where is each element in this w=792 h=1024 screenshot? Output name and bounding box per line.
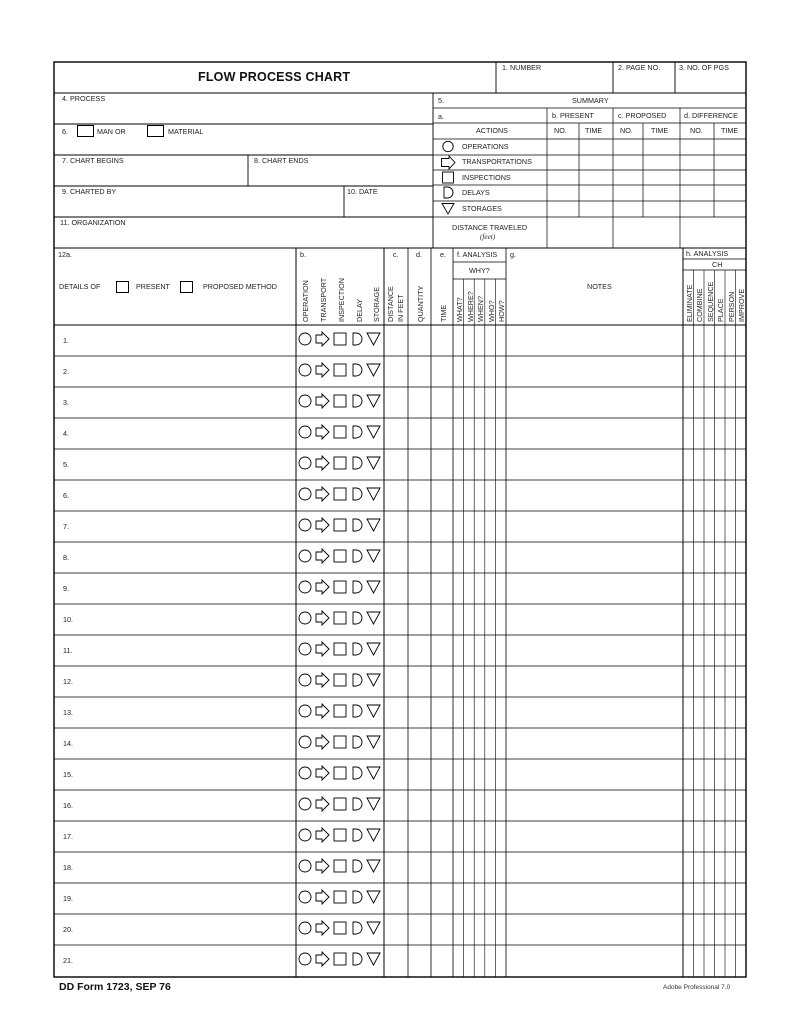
inspection-icon[interactable] — [334, 488, 346, 500]
col-time: TIME — [439, 304, 448, 322]
present-checkbox[interactable] — [116, 281, 129, 293]
delay-icon[interactable] — [353, 953, 362, 965]
delay-icon[interactable] — [353, 457, 362, 469]
summary-row-operations: OPERATIONS — [462, 142, 509, 151]
present-label: PRESENT — [136, 282, 170, 291]
transport-icon[interactable] — [316, 952, 329, 966]
item-12a-label: 12a. — [58, 250, 72, 259]
operation-icon[interactable] — [299, 829, 311, 841]
row-number: 21. — [63, 956, 73, 965]
storage-icon[interactable] — [367, 333, 380, 345]
row-number: 16. — [63, 801, 73, 810]
operation-icon[interactable] — [299, 922, 311, 934]
operation-icon[interactable] — [299, 612, 311, 624]
transport-icon[interactable] — [316, 363, 329, 377]
summary-col-proposed: c. PROPOSED — [618, 111, 667, 120]
row-symbol-group — [299, 673, 380, 687]
storage-icon — [442, 204, 454, 215]
row-symbol-group — [299, 363, 380, 377]
item-6-label: 6. — [62, 127, 68, 136]
delay-icon[interactable] — [353, 674, 362, 686]
operation-icon[interactable] — [299, 581, 311, 593]
f-analysis-label: f. ANALYSIS — [457, 250, 498, 259]
row-number: 1. — [63, 336, 69, 345]
col-delay: DELAY — [355, 298, 364, 322]
delay-icon[interactable] — [353, 736, 362, 748]
transport-icon[interactable] — [316, 673, 329, 687]
transport-icon[interactable] — [316, 921, 329, 935]
item-d-label: d. — [416, 250, 422, 259]
proposed-time-header: TIME — [651, 126, 669, 135]
row-number: 5. — [63, 460, 69, 469]
delay-icon[interactable] — [353, 767, 362, 779]
row-symbol-group — [299, 859, 380, 873]
row-number: 12. — [63, 677, 73, 686]
inspection-icon[interactable] — [334, 829, 346, 841]
form-title: FLOW PROCESS CHART — [198, 70, 351, 84]
row-symbol-group — [299, 890, 380, 904]
row-number: 7. — [63, 522, 69, 531]
operation-icon[interactable] — [299, 457, 311, 469]
ch-label: CH — [712, 260, 723, 269]
transport-icon[interactable] — [316, 425, 329, 439]
why-label: WHY? — [469, 266, 490, 275]
inspection-icon[interactable] — [334, 643, 346, 655]
proposed-checkbox[interactable] — [180, 281, 193, 293]
storage-icon[interactable] — [367, 395, 380, 407]
col-eliminate: ELIMINATE — [684, 284, 694, 322]
operation-icon[interactable] — [299, 705, 311, 717]
operation-icon[interactable] — [299, 519, 311, 531]
delay-icon[interactable] — [353, 705, 362, 717]
inspection-icon[interactable] — [334, 860, 346, 872]
storage-icon[interactable] — [367, 581, 380, 593]
storage-icon[interactable] — [367, 519, 380, 531]
item-e-label: e. — [440, 250, 446, 259]
present-time-header: TIME — [585, 126, 603, 135]
delay-icon[interactable] — [353, 860, 362, 872]
col-place: PLACE — [716, 298, 725, 322]
inspection-icon[interactable] — [334, 550, 346, 562]
inspection-icon[interactable] — [334, 953, 346, 965]
storage-icon[interactable] — [367, 643, 380, 655]
col-in-feet: IN FEET — [396, 294, 405, 322]
inspection-icon[interactable] — [334, 705, 346, 717]
proposed-no-header: NO. — [620, 126, 633, 135]
delay-icon[interactable] — [353, 395, 362, 407]
operation-icon[interactable] — [299, 550, 311, 562]
transport-icon[interactable] — [316, 580, 329, 594]
storage-icon[interactable] — [367, 550, 380, 562]
col-combine: COMBINE — [695, 288, 704, 322]
proposed-method-label: PROPOSED METHOD — [203, 282, 277, 291]
transport-icon[interactable] — [316, 487, 329, 501]
distance-unit-label: (feet) — [480, 233, 496, 241]
inspection-icon[interactable] — [334, 891, 346, 903]
row-symbol-group — [299, 611, 380, 625]
row-symbol-group — [299, 735, 380, 749]
delay-icon[interactable] — [353, 426, 362, 438]
distance-traveled-label: DISTANCE TRAVELED — [452, 223, 528, 232]
number-label: 1. NUMBER — [502, 63, 542, 72]
summary-col-a: a. — [438, 112, 444, 121]
storage-icon[interactable] — [367, 364, 380, 376]
col-improve: IMPROVE — [737, 288, 746, 322]
storage-icon[interactable] — [367, 891, 380, 903]
transport-icon[interactable] — [316, 766, 329, 780]
storage-icon[interactable] — [367, 736, 380, 748]
row-symbol-group — [299, 766, 380, 780]
row-symbol-group — [299, 642, 380, 656]
row-symbol-group — [299, 952, 380, 966]
col-distance: DISTANCE — [386, 286, 395, 322]
delay-icon[interactable] — [353, 519, 362, 531]
summary-col-present: b. PRESENT — [552, 111, 594, 120]
no-of-pgs-label: 3. NO. OF PGS — [679, 63, 729, 72]
inspection-icon[interactable] — [334, 333, 346, 345]
storage-icon[interactable] — [367, 829, 380, 841]
inspection-icon[interactable] — [334, 612, 346, 624]
row-symbol-group — [299, 704, 380, 718]
operation-icon[interactable] — [299, 798, 311, 810]
row-symbol-group — [299, 394, 380, 408]
delay-icon[interactable] — [353, 550, 362, 562]
transport-icon[interactable] — [316, 518, 329, 532]
inspection-icon[interactable] — [334, 457, 346, 469]
transport-icon — [442, 156, 456, 169]
row-number: 11. — [63, 646, 73, 655]
delay-icon[interactable] — [353, 798, 362, 810]
actions-header: ACTIONS — [476, 126, 508, 135]
summary-title: SUMMARY — [572, 96, 609, 105]
transport-icon[interactable] — [316, 797, 329, 811]
col-who: WHO? — [486, 300, 496, 322]
row-number: 17. — [63, 832, 73, 841]
item-c-label: c. — [393, 250, 399, 259]
row-number: 9. — [63, 584, 69, 593]
col-operation: OPERATION — [301, 280, 310, 322]
row-symbol-group — [299, 549, 380, 563]
row-number: 15. — [63, 770, 73, 779]
row-symbol-group — [299, 456, 380, 470]
chart-ends-label: 8. CHART ENDS — [254, 156, 309, 165]
transport-icon[interactable] — [316, 549, 329, 563]
operation-icon[interactable] — [299, 860, 311, 872]
storage-icon[interactable] — [367, 488, 380, 500]
operation-icon[interactable] — [299, 736, 311, 748]
operation-icon[interactable] — [299, 395, 311, 407]
col-quantity: QUANTITY — [416, 285, 425, 322]
storage-icon[interactable] — [367, 798, 380, 810]
row-number: 4. — [63, 429, 69, 438]
storage-icon[interactable] — [367, 457, 380, 469]
row-symbol-group — [299, 797, 380, 811]
chart-begins-label: 7. CHART BEGINS — [62, 156, 124, 165]
summary-icons — [442, 141, 456, 214]
material-label: MATERIAL — [168, 127, 204, 136]
row-number: 2. — [63, 367, 69, 376]
operation-icon[interactable] — [299, 674, 311, 686]
delay-icon[interactable] — [353, 922, 362, 934]
item-g-label: g. — [510, 250, 516, 259]
storage-icon[interactable] — [367, 922, 380, 934]
col-sequence: SEQUENCE — [705, 281, 715, 322]
operation-icon[interactable] — [299, 643, 311, 655]
col-inspection: INSPECTION — [337, 278, 346, 322]
col-when: WHEN? — [476, 296, 485, 322]
date-label: 10. DATE — [347, 187, 378, 196]
row-symbol-group — [299, 487, 380, 501]
storage-icon[interactable] — [367, 705, 380, 717]
col-where: WHERE? — [465, 291, 475, 322]
inspection-icon[interactable] — [334, 674, 346, 686]
row-symbol-group — [299, 518, 380, 532]
row-number: 8. — [63, 553, 69, 562]
details-of-label: DETAILS OF — [59, 282, 101, 291]
delay-icon[interactable] — [353, 364, 362, 376]
operation-icon[interactable] — [299, 953, 311, 965]
operation-icon[interactable] — [299, 426, 311, 438]
inspection-icon[interactable] — [334, 426, 346, 438]
inspection-icon[interactable] — [334, 767, 346, 779]
row-symbol-group — [299, 828, 380, 842]
delay-icon[interactable] — [353, 612, 362, 624]
transport-icon[interactable] — [316, 332, 329, 346]
software-label: Adobe Professional 7.0 — [663, 984, 731, 991]
transport-icon[interactable] — [316, 859, 329, 873]
inspection-icon[interactable] — [334, 798, 346, 810]
storage-icon[interactable] — [367, 674, 380, 686]
row-symbol-group — [299, 332, 380, 346]
row-number: 6. — [63, 491, 69, 500]
col-transport: TRANSPORT — [319, 277, 328, 322]
transport-icon[interactable] — [316, 890, 329, 904]
difference-time-header: TIME — [721, 126, 739, 135]
row-number: 10. — [63, 615, 73, 624]
inspection-icon[interactable] — [334, 364, 346, 376]
inspection-icon[interactable] — [334, 395, 346, 407]
operation-icon[interactable] — [299, 767, 311, 779]
operation-icon[interactable] — [299, 891, 311, 903]
summary-number: 5. — [438, 96, 444, 105]
storage-icon[interactable] — [367, 767, 380, 779]
storage-icon[interactable] — [367, 426, 380, 438]
transport-icon[interactable] — [316, 456, 329, 470]
delay-icon[interactable] — [353, 581, 362, 593]
row-number: 3. — [63, 398, 69, 407]
row-symbol-group — [299, 921, 380, 935]
inspection-icon[interactable] — [334, 922, 346, 934]
delay-icon[interactable] — [353, 643, 362, 655]
transport-icon[interactable] — [316, 611, 329, 625]
storage-icon[interactable] — [367, 953, 380, 965]
summary-row-delays: DELAYS — [462, 188, 490, 197]
transport-icon[interactable] — [316, 828, 329, 842]
summary-row-inspections: INSPECTIONS — [462, 173, 511, 182]
form-id: DD Form 1723, SEP 76 — [59, 981, 171, 993]
row-number: 13. — [63, 708, 73, 717]
organization-label: 11. ORGANIZATION — [60, 218, 126, 227]
operation-icon — [443, 141, 453, 151]
inspection-icon[interactable] — [334, 519, 346, 531]
row-number: 20. — [63, 925, 73, 934]
material-checkbox[interactable] — [147, 125, 164, 137]
process-label: 4. PROCESS — [62, 94, 106, 103]
notes-label: NOTES — [587, 282, 612, 291]
delay-icon — [444, 187, 453, 198]
man-or-checkbox[interactable] — [77, 125, 94, 137]
row-number: 19. — [63, 894, 73, 903]
delay-icon[interactable] — [353, 891, 362, 903]
col-storage: STORAGE — [372, 286, 381, 322]
storage-icon[interactable] — [367, 860, 380, 872]
delay-icon[interactable] — [353, 488, 362, 500]
row-number: 14. — [63, 739, 73, 748]
row-symbol-group — [299, 580, 380, 594]
transport-icon[interactable] — [316, 704, 329, 718]
operation-icon[interactable] — [299, 488, 311, 500]
charted-by-label: 9. CHARTED BY — [62, 187, 117, 196]
storage-icon[interactable] — [367, 612, 380, 624]
summary-row-transportations: TRANSPORTATIONS — [462, 157, 532, 166]
difference-no-header: NO. — [690, 126, 703, 135]
operation-icon[interactable] — [299, 364, 311, 376]
page-no-label: 2. PAGE NO. — [618, 63, 661, 72]
col-how: HOW? — [497, 300, 506, 322]
man-or-label: MAN OR — [97, 127, 126, 136]
operation-icon[interactable] — [299, 333, 311, 345]
row-symbol-group — [299, 425, 380, 439]
col-person: PERSON — [726, 291, 736, 322]
delay-icon[interactable] — [353, 829, 362, 841]
h-analysis-label: h. ANALYSIS — [686, 249, 729, 258]
summary-col-difference: d. DIFFERENCE — [684, 111, 738, 120]
col-what: WHAT? — [455, 297, 464, 322]
inspection-icon — [443, 172, 454, 183]
summary-row-storages: STORAGES — [462, 204, 502, 213]
inspection-icon[interactable] — [334, 736, 346, 748]
delay-icon[interactable] — [353, 333, 362, 345]
inspection-icon[interactable] — [334, 581, 346, 593]
transport-icon[interactable] — [316, 735, 329, 749]
transport-icon[interactable] — [316, 642, 329, 656]
present-no-header: NO. — [554, 126, 567, 135]
item-b-label: b. — [300, 250, 306, 259]
transport-icon[interactable] — [316, 394, 329, 408]
row-number: 18. — [63, 863, 73, 872]
